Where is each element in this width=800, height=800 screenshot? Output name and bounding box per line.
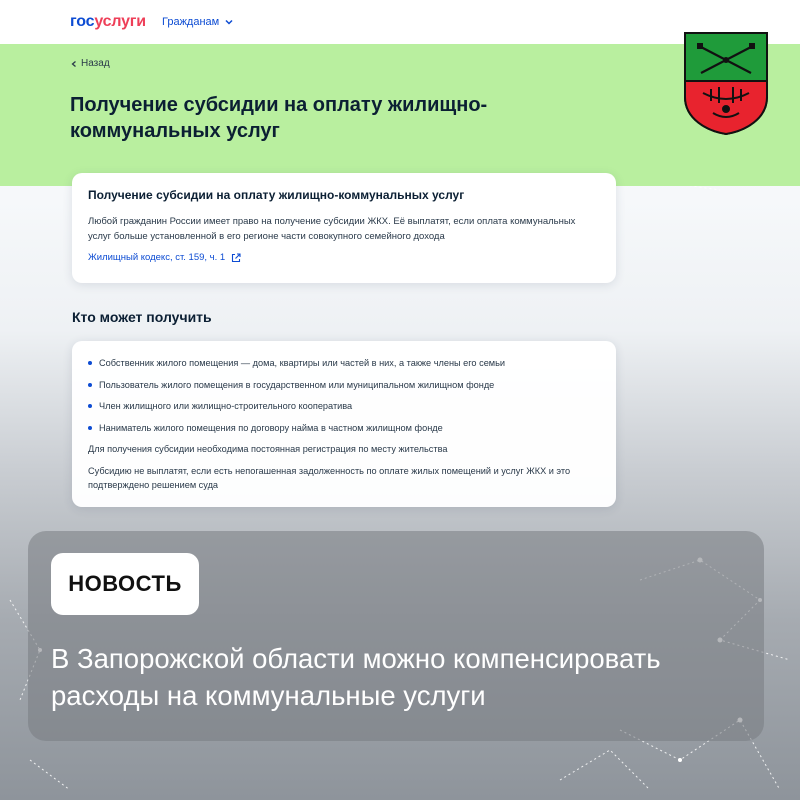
external-link-icon — [231, 253, 241, 263]
list-item: Пользователь жилого помещения в государственном или муниципальном жилищном фонде — [88, 379, 600, 401]
news-badge: НОВОСТЬ — [51, 553, 199, 615]
citizens-menu-dropdown[interactable] — [162, 16, 234, 28]
logo-part-uslugi: услуги — [94, 13, 146, 30]
coat-of-arms-emblem — [683, 31, 769, 135]
chevron-down-icon — [224, 17, 234, 27]
debt-note: Субсидию не выплатят, если есть непогашенная задолженность по оплате жилых помещений и услуг ЖКХ и это подтверждено решением суда — [88, 466, 571, 490]
back-link-label: Назад — [81, 58, 110, 69]
list-item: Член жилищного или жилищно-строительного кооператива — [88, 400, 600, 422]
registration-note: Для получения субсидии необходима постоянная регистрация по месту жительства — [88, 444, 448, 454]
top-navigation-bar — [0, 0, 800, 44]
logo-part-gos: гос — [70, 13, 95, 30]
info-card-text: Любой гражданин России имеет право на получение субсидии ЖКХ. Её выплатят, если оплата коммунальных услуг больше установленной в его регионе части совокупного семейного дохода — [88, 216, 576, 242]
news-headline: В Запорожской области можно компенсировать расходы на коммунальные услуги — [51, 643, 661, 711]
eligibility-list — [88, 357, 600, 443]
page-title: Получение субсидии на оплату жилищно-коммунальных услуг — [70, 94, 488, 142]
citizens-menu-label: Гражданам — [162, 16, 220, 28]
list-item: Наниматель жилого помещения по договору найма в частном жилищном фонде — [88, 422, 600, 444]
back-link[interactable] — [70, 58, 110, 69]
gosuslugi-logo[interactable] — [70, 13, 146, 31]
chevron-left-icon — [70, 60, 78, 68]
section-title-who-can-get: Кто может получить — [72, 309, 212, 325]
eligibility-card — [72, 341, 616, 507]
list-item: Собственник жилого помещения — дома, квартиры или частей в них, а также члены его семьи — [88, 357, 600, 379]
info-card-title: Получение субсидии на оплату жилищно-коммунальных услуг — [88, 188, 465, 202]
subsidy-info-card — [72, 173, 616, 283]
housing-code-link-label: Жилищный кодекс, ст. 159, ч. 1 — [88, 252, 226, 263]
housing-code-link[interactable] — [88, 252, 600, 263]
